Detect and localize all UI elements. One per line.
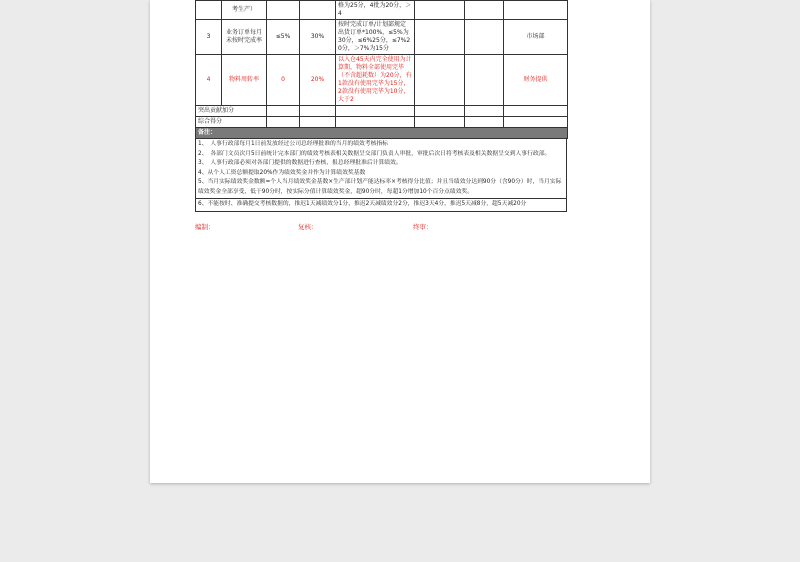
- table-row: [196, 55, 568, 106]
- rule-cell: 格为25分，4批为20分，＞4: [336, 1, 415, 20]
- note: 6、不能按时、准确提交考核数据的，推迟1天减绩效分1分，推迟2天减绩效分2分，推迟3天4分，推迟5天减8分，超5天减20分: [195, 199, 567, 212]
- target-cell: 0: [267, 55, 300, 106]
- note: 5、当月实际绩效奖金数额=个人当月绩效奖金基数×生产部计划产能达标率×考核得分比值；并且当绩效分达到90分（含90分）时，当月实际绩效奖金全部享受，低于90分时，按实际分值计算绩效奖金，超90分时，每超1分增加10个百分点绩效奖。: [198, 179, 562, 195]
- total-label: 综合得分: [196, 117, 267, 128]
- row-number: 3: [196, 20, 222, 55]
- note: 1、 人事行政部每月1日前发放经过公司总经理批准的当月的绩效考核指标: [198, 141, 388, 147]
- source-cell: 财务提供: [504, 55, 568, 106]
- target-cell: ≤5%: [267, 20, 300, 55]
- item-cell: 物料周转率: [222, 55, 267, 106]
- signature-row: [195, 222, 567, 231]
- rule-cell: 以入仓45天内完全使用为计算期，物料全部使用完毕（不含超耗数）为20分，有1款没有使用完毕为15分，2款没有使用完毕为10分，大于2: [336, 55, 415, 106]
- item-cell: 考生产）: [222, 1, 267, 20]
- remarks-label: 备注：: [196, 128, 568, 139]
- kpi-table: [195, 0, 568, 139]
- note: 3、 人事行政部必须对各部门提供的数据进行查核，报总经理批准后计算绩效。: [198, 160, 402, 166]
- prepared-by-label: 编制：: [195, 222, 215, 231]
- document-page: [150, 0, 650, 483]
- rule-cell: 按时完成订单/计划部规定出货订单*100%，≤5%为30分，≤6%25分，≤7%20分，＞7%为15分: [336, 20, 415, 55]
- reviewed-by-label: 复核：: [298, 222, 318, 231]
- note: 4、从个人工资总额提取20%作为绩效奖金并作为计算绩效奖基数: [198, 169, 366, 176]
- table-row: [196, 1, 568, 20]
- table-row: [196, 20, 568, 55]
- approved-by-label: 终审：: [413, 222, 433, 231]
- row-number: 4: [196, 55, 222, 106]
- bonus-label: 突出贡献加分: [196, 106, 267, 117]
- weight-cell: 30%: [300, 20, 336, 55]
- table-row: [196, 117, 568, 128]
- remarks-header: [196, 128, 568, 139]
- weight-cell: 20%: [300, 55, 336, 106]
- source-cell: 市场部: [504, 20, 568, 55]
- table-row: [196, 106, 568, 117]
- item-cell: 业务订单每月未按时完成率: [222, 20, 267, 55]
- note: 2、 各部门文员次月5日前统计完本部门的绩效考核表相关数据呈交部门负责人审批，审批后次日将考核表及相关数据呈交到人事行政部。: [198, 150, 551, 157]
- document-content: [195, 0, 567, 231]
- notes-block: [195, 139, 567, 199]
